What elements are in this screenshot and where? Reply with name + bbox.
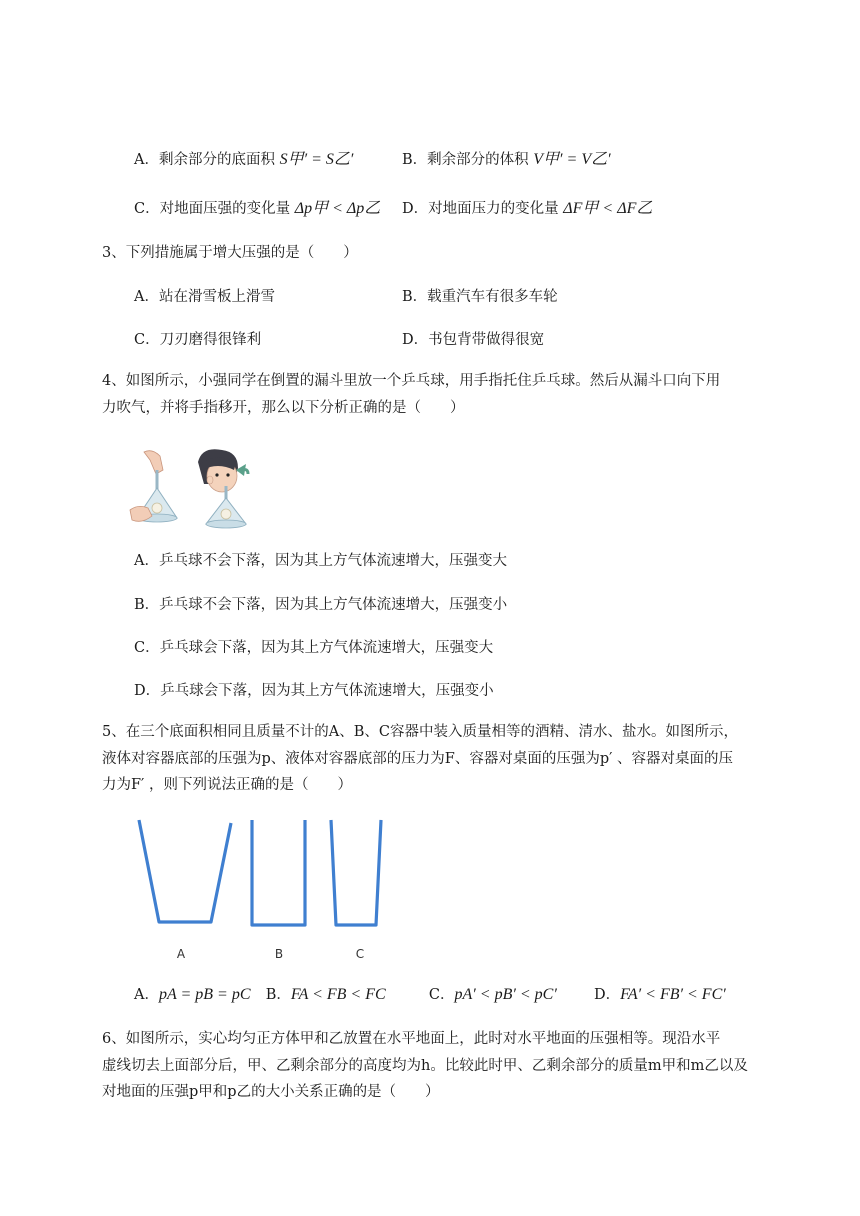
q2-option-b-formula: V甲′ = V乙′ (533, 151, 611, 168)
container-a-outline (139, 820, 231, 922)
q5-stem-line2: 液体对容器底部的压强为p、液体对容器底部的压力为F、容器对桌面的压强为p′ 、容器对桌面的压 (102, 750, 734, 767)
q3-stem: 3、下列措施属于增大压强的是（ ） (102, 245, 358, 261)
q5-option-b: B． (265, 987, 291, 1003)
q5-option-d-formula: FA′ < FB′ < FC′ (620, 986, 726, 1003)
q5-option-a: A． (134, 987, 159, 1003)
q4-option-b: B．乒乓球不会下落，因为其上方气体流速增大，压强变小 (134, 597, 508, 613)
q5-option-b-formula: FA < FB < FC (290, 986, 386, 1003)
q3-option-d: D．书包背带做得很宽 (402, 332, 545, 348)
q4-stem (102, 368, 762, 421)
container-c-label: C (355, 947, 365, 961)
q2-option-d-formula: ΔF甲 < ΔF乙 (563, 200, 653, 217)
q6-stem (102, 1026, 762, 1106)
q5-stem-line3: 力为F′ ，则下列说法正确的是（ ） (102, 777, 352, 793)
container-c-outline (331, 820, 381, 925)
q5-stem-line1: 5、在三个底面积相同且质量不计的A、B、C容器中装入质量相等的酒精、清水、盐水。如图所示， (102, 724, 738, 740)
q5-option-a-formula: pA = pB = pC (158, 986, 251, 1003)
q2-option-d (402, 198, 652, 220)
q2-option-d-text: D．对地面压力的变化量 (402, 201, 559, 217)
q2-option-a-text: A．剩余部分的底面积 (134, 152, 275, 168)
containers-figure (130, 815, 392, 967)
q2-option-a-formula: S甲′ = S乙′ (279, 151, 354, 168)
funnel-experiment-illustration (130, 448, 270, 530)
q4-option-d: D．乒乓球会下落，因为其上方气体流速增大，压强变小 (134, 683, 494, 699)
q6-stem-line3: 对地面的压强p甲和p乙的大小关系正确的是（ ） (102, 1084, 440, 1100)
q4-option-c: C．乒乓球会下落，因为其上方气体流速增大，压强变大 (134, 640, 494, 656)
q2-option-c-text: C．对地面压强的变化量 (134, 201, 291, 217)
q6-stem-line1: 6、如图所示，实心均匀正方体甲和乙放置在水平地面上，此时对水平地面的压强相等。现沿水平 (102, 1031, 721, 1047)
q5-options-row (134, 984, 726, 1006)
q4-option-a: A．乒乓球不会下落，因为其上方气体流速增大，压强变大 (134, 553, 507, 569)
q3-option-b: B．载重汽车有很多车轮 (402, 289, 558, 305)
container-a-label: A (176, 947, 186, 961)
q2-option-b-text: B．剩余部分的体积 (402, 152, 529, 168)
q5-stem (102, 719, 762, 799)
q3-option-c: C．刀刃磨得很锋利 (134, 332, 262, 348)
container-b-label: B (274, 947, 284, 961)
q2-option-c (134, 198, 380, 220)
q5-option-d: D． (594, 987, 621, 1003)
q2-option-a (134, 149, 353, 171)
q4-stem-line2: 力吹气，并将手指移开，那么以下分析正确的是（ ） (102, 399, 465, 416)
q2-option-b (402, 149, 611, 171)
hand-funnel-figure (130, 451, 177, 522)
q2-option-c-formula: Δp甲 < Δp乙 (294, 200, 381, 217)
q4-stem-line1: 4、如图所示，小强同学在倒置的漏斗里放一个乒乓球，用手指托住乒乓球。然后从漏斗口向下用 (102, 373, 721, 389)
boy-blowing-figure (198, 449, 248, 528)
q3-option-a: A．站在滑雪板上滑雪 (134, 289, 275, 305)
q5-option-c-formula: pA′ < pB′ < pC′ (454, 986, 557, 1003)
container-b-outline (252, 820, 305, 925)
q6-stem-line2: 虚线切去上面部分后，甲、乙剩余部分的高度均为h。比较此时甲、乙剩余部分的质量m甲和m乙以及 (102, 1057, 748, 1074)
q5-option-c: C． (428, 987, 455, 1003)
